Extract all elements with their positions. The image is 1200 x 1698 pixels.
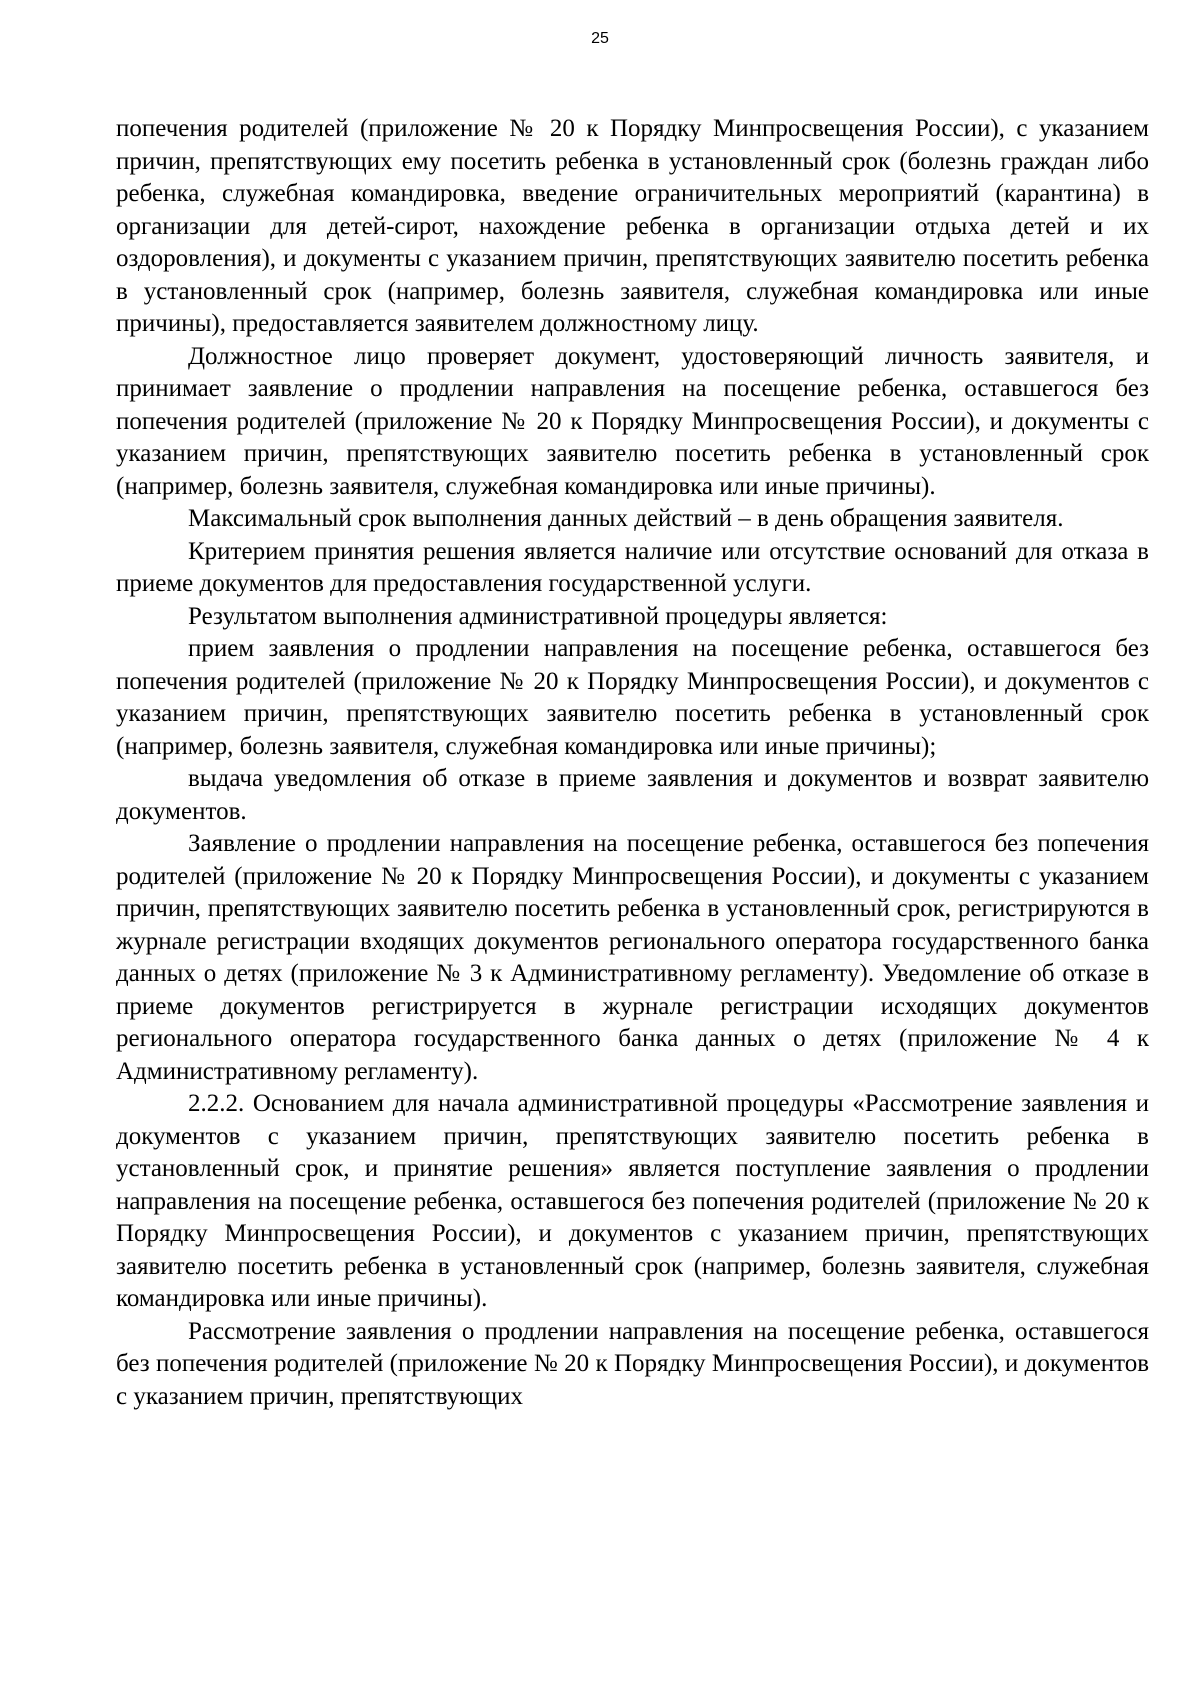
paragraph: Заявление о продлении направления на посещение ребенка, оставшегося без попечения родителей (приложение № 20 к Порядку Минпросвещения России), и документы с указанием причин, препятствующих заявителю посетить ребенка в установленный срок, регистрируются в журнале регистрации входящих документов регионального оператора государственного банка данных о детях (приложение № 3 к Административному регламенту). Уведомление об отказе в приеме документов регистрируется в журнале регистрации исходящих документов регионального оператора государственного банка данных о детях (приложение № 4 к Административному регламенту). (116, 830, 1149, 1085)
paragraph: выдача уведомления об отказе в приеме заявления и документов и возврат заявителю документов. (116, 765, 1149, 825)
paragraph: прием заявления о продлении направления на посещение ребенка, оставшегося без попечения родителей (приложение № 20 к Порядку Минпросвещения России), и документов с указанием причин, препятствующих заявителю посетить ребенка в установленный срок (например, болезнь заявителя, служебная командировка или иные причины); (116, 635, 1149, 760)
page-number: 25 (591, 30, 609, 47)
paragraph: Рассмотрение заявления о продлении направления на посещение ребенка, оставшегося без попечения родителей (приложение № 20 к Порядку Минпросвещения России), и документов с указанием причин, препятствующих (116, 1317, 1149, 1410)
paragraph-continued: попечения родителей (приложение № 20 к Порядку Минпросвещения России), с указанием причин, препятствующих ему посетить ребенка в установленный срок (болезнь граждан либо ребенка, служебная командировка, введение ограничительных мероприятий (карантина) в организации для детей-сирот, нахождение ребенка в организации отдыха детей и их оздоровления), и документы с указанием причин, препятствующих заявителю посетить ребенка в установленный срок (например, болезнь заявителя, служебная командировка или иные причины), предоставляется заявителем должностному лицу. (116, 115, 1149, 337)
paragraph: Должностное лицо проверяет документ, удостоверяющий личность заявителя, и принимает заявление о продлении направления на посещение ребенка, оставшегося без попечения родителей (приложение № 20 к Порядку Минпросвещения России), и документы с указанием причин, препятствующих заявителю посетить ребенка в установленный срок (например, болезнь заявителя, служебная командировка или иные причины). (116, 342, 1149, 500)
document-body (116, 113, 1149, 1413)
paragraph: 2.2.2. Основанием для начала административной процедуры «Рассмотрение заявления и документов с указанием причин, препятствующих заявителю посетить ребенка в установленный срок, и принятие решения» является поступление заявления о продлении направления на посещение ребенка, оставшегося без попечения родителей (приложение № 20 к Порядку Минпросвещения России), и документов с указанием причин, препятствующих заявителю посетить ребенка в установленный срок (например, болезнь заявителя, служебная командировка или иные причины). (116, 1090, 1149, 1312)
paragraph: Результатом выполнения административной процедуры является: (188, 602, 888, 630)
paragraph: Критерием принятия решения является наличие или отсутствие оснований для отказа в приеме документов для предоставления государственной услуги. (116, 537, 1149, 597)
paragraph: Максимальный срок выполнения данных действий – в день обращения заявителя. (188, 505, 1064, 532)
